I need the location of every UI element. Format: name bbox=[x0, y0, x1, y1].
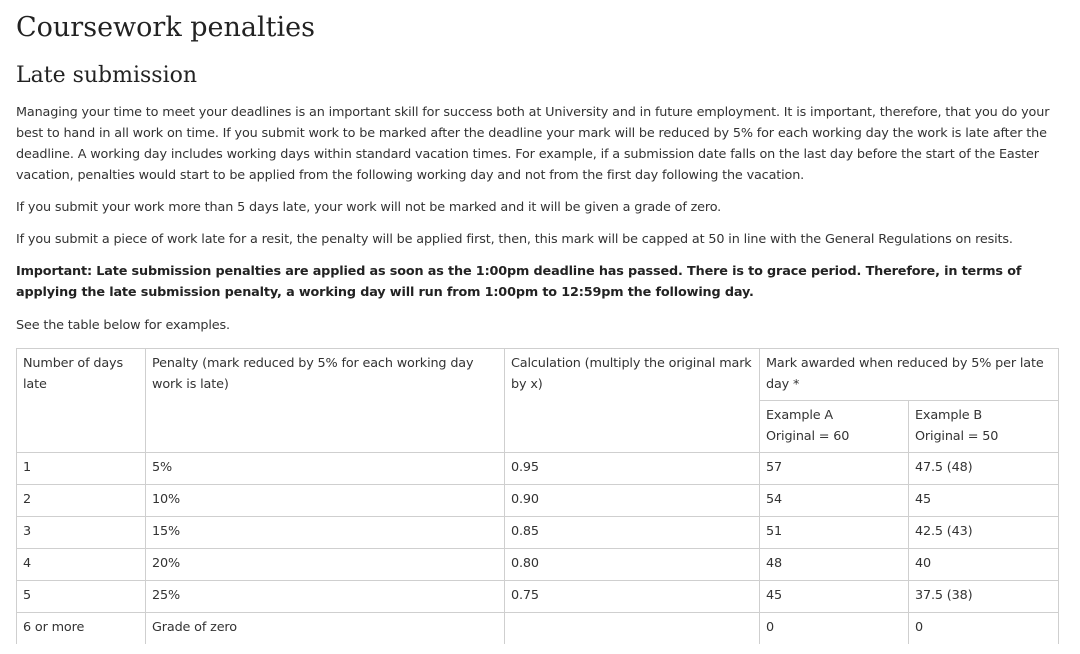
header-days-late: Number of days late bbox=[17, 349, 146, 453]
cell-penalty: 5% bbox=[146, 453, 505, 485]
table-row bbox=[17, 613, 1059, 645]
resit-paragraph: If you submit a piece of work late for a resit, the penalty will be applied first, then, this mark will be capped at 50 in line with the General Regulations on resits. bbox=[16, 232, 1013, 247]
section-heading-late-submission: Late submission bbox=[16, 63, 198, 88]
cell-calc: 0.75 bbox=[505, 581, 760, 613]
important-notice: Important: Late submission penalties are applied as soon as the 1:00pm deadline has passed. There is to grace period. Therefore, in terms of applying the late submission penalty, a working day will run from 1:00pm to 12:59pm the following day. bbox=[16, 264, 1022, 300]
intro-paragraph: Managing your time to meet your deadlines is an important skill for success both at University and in future employment. It is important, therefore, that you do your best to hand in all work on time. If you submit work to be marked after the deadline your mark will be reduced by 5% for each working day the work is late after the deadline. A working day includes working days within standard vacation times. For example, if a submission date falls on the last day before the start of the Easter vacation, penalties would start to be applied from the following working day and not from the first day following the vacation. bbox=[16, 105, 1050, 183]
table-row bbox=[17, 517, 1059, 549]
cell-days: 2 bbox=[17, 485, 146, 517]
cell-example-a: 57 bbox=[760, 453, 909, 485]
cell-calc: 0.80 bbox=[505, 549, 760, 581]
cell-days: 4 bbox=[17, 549, 146, 581]
cell-calc: 0.85 bbox=[505, 517, 760, 549]
cell-penalty: 10% bbox=[146, 485, 505, 517]
table-row bbox=[17, 485, 1059, 517]
cell-penalty: Grade of zero bbox=[146, 613, 505, 645]
cell-example-b: 47.5 (48) bbox=[909, 453, 1059, 485]
table-row bbox=[17, 549, 1059, 581]
cell-example-a: 45 bbox=[760, 581, 909, 613]
cell-example-a: 0 bbox=[760, 613, 909, 645]
cell-example-a: 48 bbox=[760, 549, 909, 581]
penalty-table bbox=[16, 348, 1059, 644]
cell-example-b: 40 bbox=[909, 549, 1059, 581]
see-table-paragraph: See the table below for examples. bbox=[16, 318, 230, 333]
cell-calc: 0.90 bbox=[505, 485, 760, 517]
more-than-5-days-paragraph: If you submit your work more than 5 days late, your work will not be marked and it will be given a grade of zero. bbox=[16, 200, 722, 215]
cell-days: 1 bbox=[17, 453, 146, 485]
header-example-b bbox=[909, 401, 1059, 453]
table-row bbox=[17, 581, 1059, 613]
example-b-label: Example B Original = 50 bbox=[915, 408, 999, 444]
cell-calc: 0.95 bbox=[505, 453, 760, 485]
cell-example-a: 54 bbox=[760, 485, 909, 517]
cell-example-b: 45 bbox=[909, 485, 1059, 517]
cell-calc bbox=[505, 613, 760, 645]
table-header-row bbox=[17, 349, 1059, 401]
cell-example-b: 37.5 (38) bbox=[909, 581, 1059, 613]
cell-penalty: 15% bbox=[146, 517, 505, 549]
page-title: Coursework penalties bbox=[16, 12, 315, 43]
cell-days: 3 bbox=[17, 517, 146, 549]
cell-example-b: 0 bbox=[909, 613, 1059, 645]
header-example-a bbox=[760, 401, 909, 453]
header-penalty: Penalty (mark reduced by 5% for each working day work is late) bbox=[146, 349, 505, 453]
table-row bbox=[17, 453, 1059, 485]
cell-example-a: 51 bbox=[760, 517, 909, 549]
cell-penalty: 25% bbox=[146, 581, 505, 613]
cell-example-b: 42.5 (43) bbox=[909, 517, 1059, 549]
header-calculation: Calculation (multiply the original mark by x) bbox=[505, 349, 760, 453]
cell-penalty: 20% bbox=[146, 549, 505, 581]
cell-days: 6 or more bbox=[17, 613, 146, 645]
header-mark-awarded: Mark awarded when reduced by 5% per late day * bbox=[760, 349, 1059, 401]
cell-days: 5 bbox=[17, 581, 146, 613]
example-a-label: Example A Original = 60 bbox=[766, 408, 850, 444]
